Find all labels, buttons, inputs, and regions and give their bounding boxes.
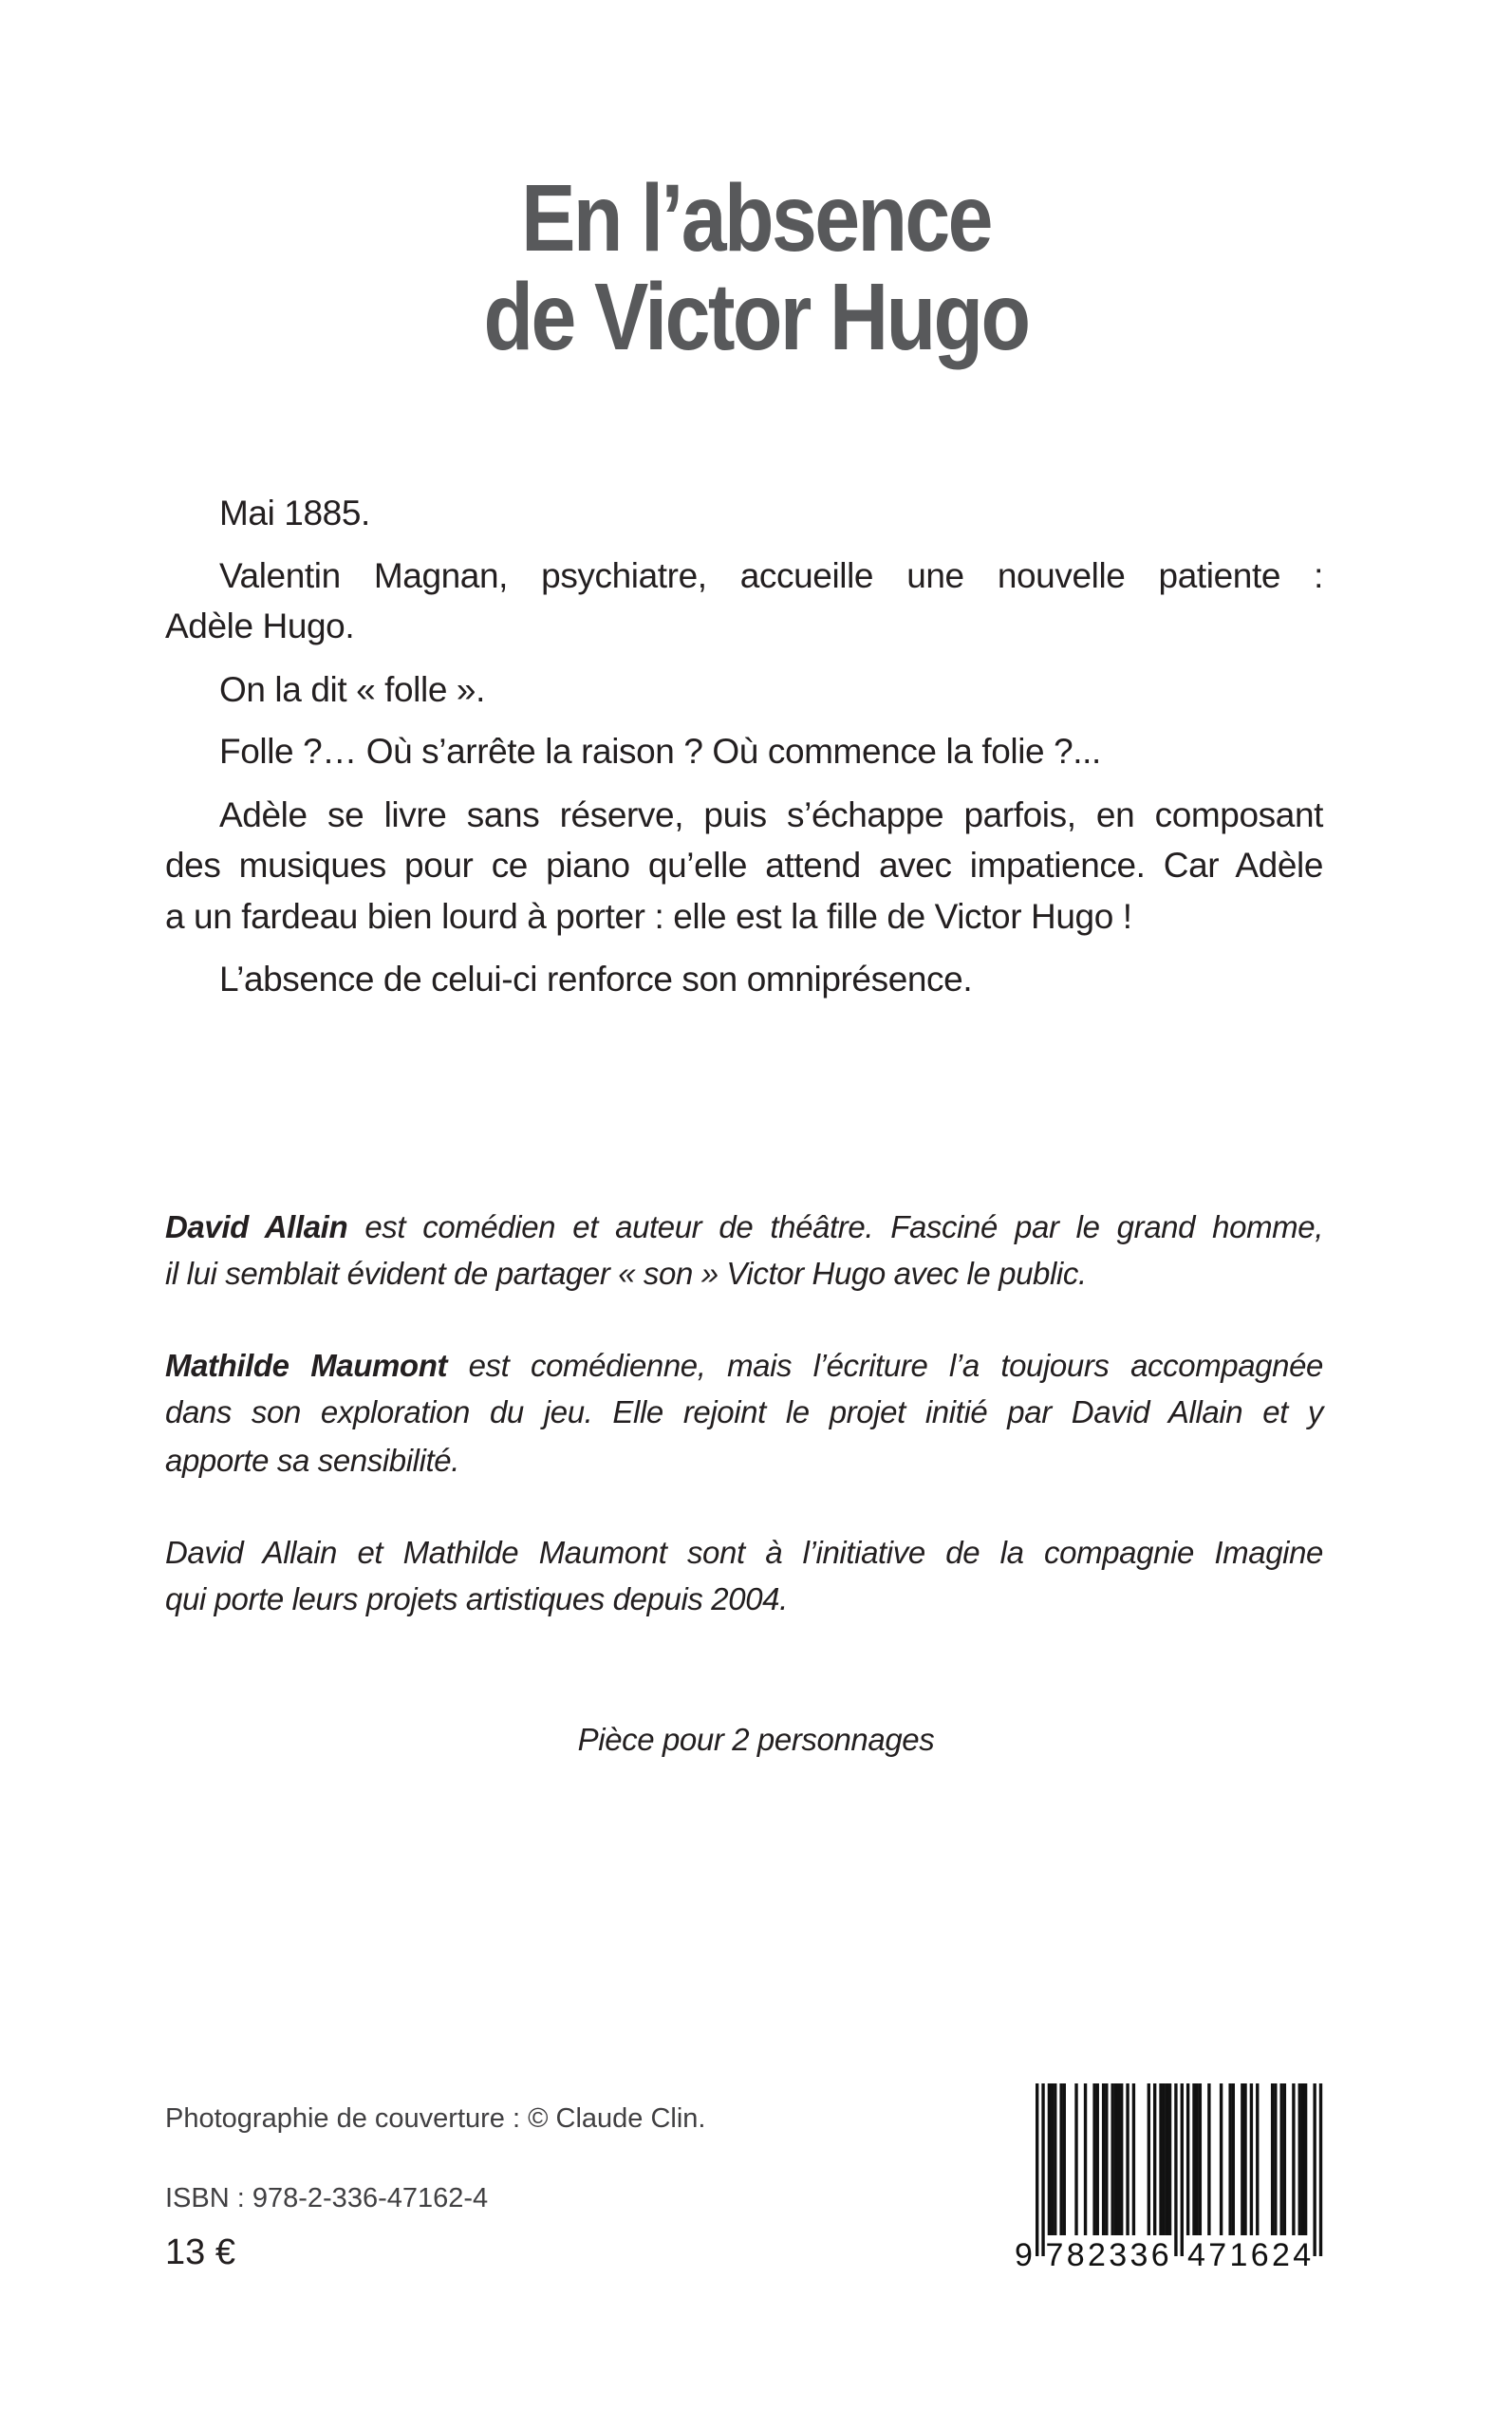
summary-line: Valentin Magnan, psychiatre, accueille une nouvelle patiente :	[219, 556, 1323, 595]
barcode-bar	[1054, 2083, 1056, 2235]
barcode-bar	[1059, 2083, 1062, 2235]
barcode-digit: 7	[1208, 2237, 1227, 2273]
author-name: David Allain	[165, 1209, 348, 1244]
barcode-bar	[1232, 2083, 1235, 2235]
barcode-bar	[1174, 2083, 1177, 2256]
barcode-bar	[1048, 2083, 1051, 2235]
barcode-bar	[1084, 2083, 1087, 2235]
company-line: qui porte leurs projets artistiques depuis 2004.	[165, 1581, 788, 1616]
barcode-digit: 9	[1015, 2237, 1033, 2273]
barcode-bar	[1298, 2083, 1301, 2235]
bio-line: il lui semblait évident de partager « son » Victor Hugo avec le public.	[165, 1256, 1087, 1291]
barcode-digit: 3	[1109, 2237, 1128, 2273]
barcode-bar	[1199, 2083, 1202, 2235]
company-line: David Allain et Mathilde Maumont sont à l’initiative de la compagnie Imagine	[165, 1535, 1323, 1570]
barcode-bar	[1274, 2083, 1277, 2235]
barcode-digit: 8	[1066, 2237, 1085, 2273]
photo-credit: Photographie de couverture : © Claude Clin.	[165, 2103, 706, 2134]
barcode-bar	[1105, 2083, 1108, 2235]
bio-line	[165, 1211, 1323, 1242]
cast-note: Pièce pour 2 personnages	[577, 1722, 935, 1757]
isbn: ISBN : 978-2-336-47162-4	[165, 2183, 489, 2213]
barcode-bar	[1074, 2083, 1077, 2235]
isbn-barcode	[1013, 2083, 1326, 2273]
barcode-digit: 1	[1229, 2237, 1248, 2273]
barcode-digit: 4	[1186, 2237, 1205, 2273]
barcode-bar	[1120, 2083, 1123, 2235]
summary-line: Adèle Hugo.	[165, 607, 355, 645]
book-title-line-1: En l’absence	[521, 165, 991, 271]
barcode-bar	[1304, 2083, 1307, 2235]
barcode-bar	[1181, 2083, 1184, 2256]
summary-date: Mai 1885.	[219, 494, 370, 532]
barcode-bar	[1114, 2083, 1117, 2235]
author-name: Mathilde Maumont	[165, 1348, 448, 1383]
barcode-bar	[1292, 2083, 1295, 2235]
bio-text: est comédienne, mais l’écriture l’a toujours accompagnée	[447, 1348, 1323, 1383]
barcode-digit: 6	[1250, 2237, 1269, 2273]
barcode-bar	[1243, 2083, 1246, 2235]
barcode-digit: 6	[1150, 2237, 1169, 2273]
barcode-bar	[1279, 2083, 1282, 2235]
barcode-digit: 7	[1045, 2237, 1064, 2273]
barcode-bar	[1166, 2083, 1168, 2235]
barcode-bar	[1250, 2083, 1253, 2235]
bio-line: apporte sa sensibilité.	[165, 1443, 459, 1478]
barcode-bar	[1319, 2083, 1322, 2256]
barcode-bar	[1228, 2083, 1231, 2235]
barcode-bar	[1096, 2083, 1099, 2235]
price: 13 €	[165, 2232, 235, 2272]
barcode-digit: 2	[1271, 2237, 1290, 2273]
barcode-digit: 2	[1088, 2237, 1106, 2273]
bio-line	[165, 1350, 1323, 1381]
barcode-digit: 4	[1293, 2237, 1312, 2273]
barcode-bar	[1159, 2083, 1162, 2235]
summary-line: des musiques pour ce piano qu’elle attend avec impatience. Car Adèle	[165, 846, 1323, 885]
barcode-bar	[1283, 2083, 1286, 2235]
barcode-bar	[1111, 2083, 1113, 2235]
barcode-bar	[1117, 2083, 1120, 2235]
barcode-bar	[1036, 2083, 1038, 2256]
barcode-bar	[1301, 2083, 1304, 2235]
barcode-bar	[1163, 2083, 1166, 2235]
barcode-bar	[1153, 2083, 1156, 2235]
bio-text: est comédien et auteur de théâtre. Fasciné par le grand homme,	[347, 1209, 1323, 1244]
barcode-bar	[1092, 2083, 1095, 2235]
summary-line: L’absence de celui-ci renforce son omniprésence.	[219, 960, 973, 999]
barcode-bar	[1195, 2083, 1198, 2235]
barcode-bar	[1126, 2083, 1129, 2235]
barcode-bar	[1220, 2083, 1223, 2235]
bio-line: dans son exploration du jeu. Elle rejoint le projet initié par David Allain et y	[165, 1394, 1323, 1429]
barcode-bar	[1313, 2083, 1316, 2256]
barcode-bar	[1051, 2083, 1054, 2235]
summary-line: Adèle se livre sans réserve, puis s’échappe parfois, en composant	[219, 795, 1323, 834]
barcode-bar	[1241, 2083, 1243, 2235]
barcode-bar	[1132, 2083, 1135, 2235]
barcode-bar	[1256, 2083, 1259, 2235]
summary-line: a un fardeau bien lourd à porter : elle est la fille de Victor Hugo !	[165, 897, 1132, 936]
barcode-bar	[1102, 2083, 1105, 2235]
barcode-bar	[1207, 2083, 1210, 2235]
barcode-bar	[1041, 2083, 1044, 2256]
barcode-bar	[1192, 2083, 1195, 2235]
barcode-bar	[1168, 2083, 1171, 2235]
barcode-digit: 3	[1129, 2237, 1148, 2273]
summary-line: Folle ?… Où s’arrête la raison ? Où commence la folie ?...	[219, 732, 1101, 771]
barcode-bar	[1148, 2083, 1150, 2235]
summary-line: On la dit « folle ».	[219, 670, 485, 709]
barcode-bar	[1186, 2083, 1189, 2235]
barcode-bar	[1063, 2083, 1066, 2235]
barcode-bar	[1271, 2083, 1274, 2235]
book-title-line-2: de Victor Hugo	[483, 264, 1029, 370]
